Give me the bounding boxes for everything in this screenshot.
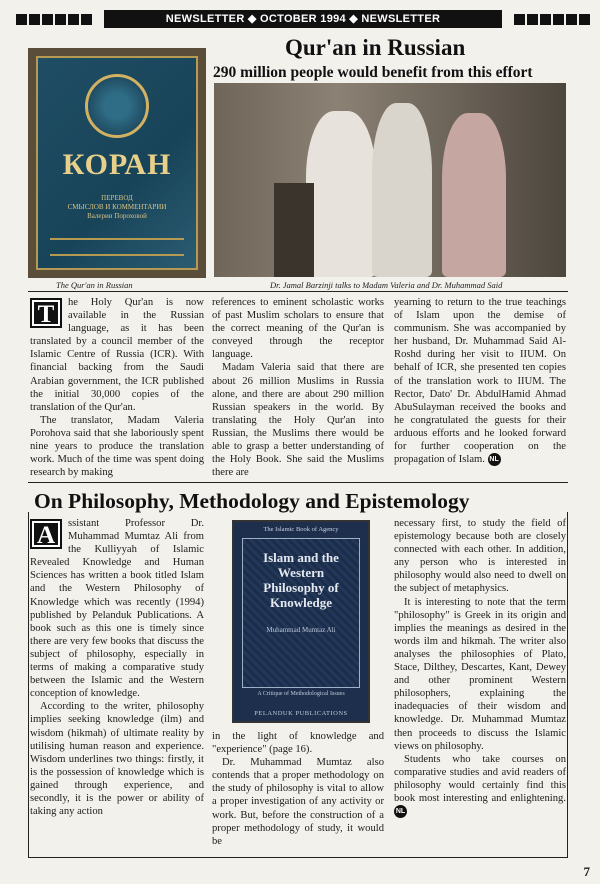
ornament-icon <box>85 74 149 138</box>
meeting-photo <box>214 83 566 277</box>
article2-column-3 <box>394 517 566 818</box>
person-left <box>306 111 376 277</box>
drop-cap: A <box>30 519 62 549</box>
end-mark-icon: NL <box>488 453 501 466</box>
philosophy-book-photo <box>232 520 370 723</box>
book2-author: Muhammad Mumtaz Ali <box>266 626 336 634</box>
drop-cap: T <box>30 298 62 328</box>
paragraph: The translator, Madam Valeria Porohova said that she laboriously spent nine years to produce the translation work. Much of the time was spent doing research by making <box>30 414 204 479</box>
paragraph: in the light of knowledge and "experience" (page 16). <box>212 731 384 756</box>
paragraph: he Holy Qur'an is now available in the Russian language, as it has been translated by a council member of the Islamic Centre of Russia (ICR). With financial backing from the Saudi Arabian government, the ICR published the initial 30,000 copies of the translation of the Qur'an. <box>30 297 204 413</box>
article1-title: Qur'an in Russian <box>285 35 466 60</box>
article1-column-3 <box>394 296 566 466</box>
chair <box>274 183 314 277</box>
masthead <box>16 10 590 28</box>
quran-russian-book-photo <box>28 48 206 278</box>
book2-series: A Critique of Methodological Issues <box>257 691 345 697</box>
masthead-blocks-right <box>514 14 590 26</box>
paragraph: ssistant Professor Dr. Muhammad Mumtaz Ali from the Kulliyyah of Islamic Revealed Knowledge and Human Sciences has written a book titled Islam and the Western Philosophy of Knowledge which was recently (1994) published by Pelanduk Publications. A book such as this one is timely since there are very few books that discuss the subject of philosophy, especially in terms of making a comparative study between the Islamic and the Western conception of knowledge. <box>30 518 204 700</box>
book2-title: Islam and the Western Philosophy of Knowledge <box>263 550 339 610</box>
caption-book: The Qur'an in Russian <box>56 280 133 290</box>
book2-publisher: PELANDUK PUBLICATIONS <box>254 710 348 717</box>
book-cover-subtitle: ПЕРЕВОД СМЫСЛОВ И КОММЕНТАРИИ Валерии Пороховой <box>67 194 167 220</box>
box-top-border <box>28 482 568 483</box>
paragraph: Madam Valeria said that there are about 26 million Muslims in Russia alone, and there are about 290 million Russian speakers in the world. By translating the Holy Qur'an into Russian, the Muslims there would be able to grasp a better understanding of the Holy Book. She said the Muslims there are <box>212 362 384 479</box>
caption-photo: Dr. Jamal Barzinji talks to Madam Valeria and Dr. Muhammad Said <box>270 280 503 290</box>
paragraph: necessary first, to study the field of epistemology because both are closely connected with each other. In addition, any person who is interested in philosophy would also need to dwell on the subject of metaphysics. <box>394 518 566 595</box>
masthead-blocks-left <box>16 14 92 26</box>
page-number: 7 <box>583 864 590 879</box>
article1-subtitle: 290 million people would benefit from this effort <box>213 64 533 81</box>
end-mark-icon: NL <box>394 805 407 818</box>
box-left-border <box>28 512 29 857</box>
paragraph: Students who take courses on comparative studies and avid readers of philosophy would certainly find this book most interesting and enlightening. <box>394 753 566 804</box>
masthead-title: NEWSLETTER ◆ OCTOBER 1994 ◆ NEWSLETTER <box>104 10 502 28</box>
person-right <box>442 113 506 277</box>
book2-top-text: The Islamic Book of Agency <box>263 526 339 533</box>
paragraph: It is interesting to note that the term "philosophy" is Greek in its origin and implies the meanings as desired in the words ilm and hikmah. The writer also analyses the philosophies of Plato, Stace, Dilthey, Descartes, Kant, Dewey and other prominent Western philosophers, explaining the inadequacies of their wisdom and knowledge. Dr. Muhammad Mumtaz then proceeds to discuss the Islamic views on philosophy. <box>394 596 566 752</box>
paragraph: references to eminent scholastic works of past Muslim scholars to ensure that the correct meaning of the Qur'an is conveyed through the receptor language. <box>212 297 384 361</box>
paragraph: According to the writer, philosophy implies seeking knowledge (ilm) and wisdom (hikmah) of ultimate reality by utilising human reason and experience. Wisdom underlines two things: firstly, it is the possession of knowledge which is gained through experience, and secondly, it is the power or ability of taking any action <box>30 701 204 818</box>
article1-column-2 <box>212 296 384 479</box>
article2-title: On Philosophy, Methodology and Epistemology <box>34 489 470 513</box>
book-cover-title: КОРАН <box>62 148 172 181</box>
article1-column-1 <box>30 296 204 479</box>
box-bottom-border <box>28 857 568 858</box>
box-right-border <box>567 512 568 857</box>
divider <box>28 291 568 292</box>
paragraph: yearning to return to the true teachings of Islam upon the demise of communism. She was accompanied by her husband, Dr. Muhammad Said Al-Roshd during her visit to IIUM. On behalf of ICR, she presented ten copies of the translation work to IIUM. The Rector, Dato' Dr. AbdulHamid Ahmad AbuSulayman received the books and he congratulated the guests for their arduous efforts and he looked forward for further cooperation on the propagation of Islam. <box>394 297 566 466</box>
article2-column-1 <box>30 517 204 818</box>
paragraph: Dr. Muhammad Mumtaz also contends that a proper methodology on the study of philosophy is vital to allow a proper investigation of any activity or work. But, before the construction of a proper methodology of study, it would be <box>212 757 384 847</box>
book-cover-band <box>50 238 184 256</box>
person-middle <box>372 103 432 277</box>
article2-column-2 <box>212 730 384 848</box>
